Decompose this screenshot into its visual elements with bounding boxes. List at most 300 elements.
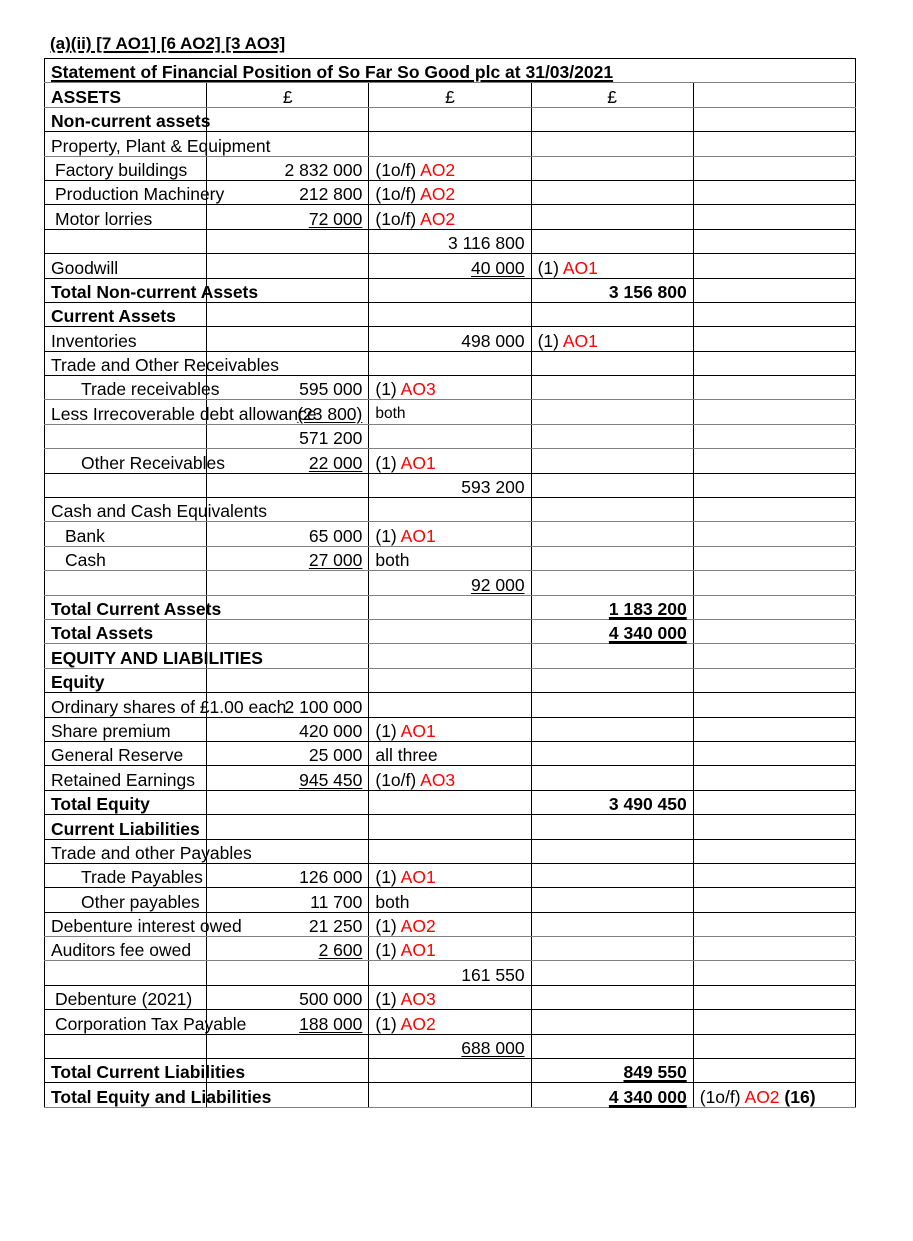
mark-annotation bbox=[369, 741, 531, 765]
amount-value: 27 000 bbox=[308, 550, 363, 571]
line-item-label: Trade receivables bbox=[45, 376, 207, 400]
amount-value: 571 200 bbox=[299, 428, 363, 449]
table-row bbox=[45, 644, 856, 668]
amount-col1 bbox=[207, 205, 369, 229]
line-item-label: Total Current Liabilities bbox=[45, 1059, 207, 1083]
assessment-objective-tag: AO2 bbox=[744, 1086, 780, 1107]
assessment-objective-tag: AO1 bbox=[400, 452, 436, 473]
table-row bbox=[45, 571, 856, 595]
marks-column bbox=[693, 522, 855, 546]
amount-col1 bbox=[207, 717, 369, 741]
marks-column bbox=[693, 1034, 855, 1058]
marks-column bbox=[693, 400, 855, 424]
line-item-label: Total Current Assets bbox=[45, 595, 207, 619]
marks-column bbox=[693, 424, 855, 448]
table-row bbox=[45, 961, 856, 985]
amount-col3 bbox=[531, 766, 693, 790]
mark-text: all three bbox=[375, 745, 438, 766]
amount-col3 bbox=[531, 571, 693, 595]
line-item-label: Current Assets bbox=[45, 302, 207, 326]
mark-text: (1o/f) bbox=[375, 159, 417, 180]
marks-column bbox=[693, 815, 855, 839]
amount-col2 bbox=[369, 473, 531, 497]
amount-col1 bbox=[207, 595, 369, 619]
assessment-objective-tag: AO1 bbox=[562, 257, 598, 278]
table-row bbox=[45, 107, 856, 131]
marks-column-header bbox=[693, 83, 855, 107]
assessment-objective-tag: AO1 bbox=[562, 330, 598, 351]
mark-annotation bbox=[369, 546, 531, 570]
table-row bbox=[45, 473, 856, 497]
mark-text: (1o/f) bbox=[699, 1086, 741, 1107]
mark-annotation bbox=[369, 985, 531, 1009]
statement-title: Statement of Financial Position of So Far So Good plc at 31/03/2021 bbox=[45, 59, 856, 83]
amount-col3 bbox=[531, 473, 693, 497]
mark-annotation bbox=[369, 717, 531, 741]
marks-column bbox=[693, 741, 855, 765]
amount-value: 40 000 bbox=[471, 257, 525, 278]
line-item-label: Share premium bbox=[45, 717, 207, 741]
mark-text: both bbox=[375, 550, 410, 571]
line-item-label: Trade Payables bbox=[45, 863, 207, 887]
amount-col1 bbox=[207, 790, 369, 814]
marks-column bbox=[693, 912, 855, 936]
amount-col2 bbox=[369, 961, 531, 985]
mark-text: (1) bbox=[375, 452, 397, 473]
amount-col3 bbox=[531, 449, 693, 473]
marks-column bbox=[693, 302, 855, 326]
total-amount bbox=[531, 790, 693, 814]
marks-column bbox=[693, 961, 855, 985]
mark-text: (1) bbox=[375, 720, 397, 741]
amount-col2 bbox=[369, 498, 531, 522]
line-item-label: Bank bbox=[45, 522, 207, 546]
amount-col3 bbox=[531, 912, 693, 936]
table-row bbox=[45, 888, 856, 912]
marks-column bbox=[693, 985, 855, 1009]
marks-column bbox=[693, 327, 855, 351]
line-item-label bbox=[45, 571, 207, 595]
amount-col1 bbox=[207, 863, 369, 887]
amount-col2 bbox=[369, 668, 531, 692]
amount-col2 bbox=[369, 1034, 531, 1058]
assessment-objective-tag: AO1 bbox=[400, 525, 436, 546]
amount-col3 bbox=[531, 644, 693, 668]
marks-column bbox=[693, 937, 855, 961]
amount-value: 92 000 bbox=[471, 574, 525, 595]
mark-annotation bbox=[369, 205, 531, 229]
amount-col2 bbox=[369, 351, 531, 375]
mark-text: (1) bbox=[537, 330, 559, 351]
amount-col3 bbox=[531, 302, 693, 326]
amount-col1 bbox=[207, 571, 369, 595]
amount-col2 bbox=[369, 107, 531, 131]
table-row bbox=[45, 741, 856, 765]
marks-column bbox=[693, 668, 855, 692]
amount-col3 bbox=[531, 1010, 693, 1034]
table-row bbox=[45, 717, 856, 741]
amount-col3 bbox=[531, 351, 693, 375]
marks-column bbox=[693, 229, 855, 253]
amount-col3 bbox=[531, 156, 693, 180]
line-item-label: Cash and Cash Equivalents bbox=[45, 498, 207, 522]
marks-column bbox=[693, 351, 855, 375]
amount-col1 bbox=[207, 766, 369, 790]
table-row bbox=[45, 327, 856, 351]
marks-column bbox=[693, 1010, 855, 1034]
marks-column bbox=[693, 132, 855, 156]
amount-col1 bbox=[207, 522, 369, 546]
mark-text: (1) bbox=[375, 989, 397, 1010]
table-row bbox=[45, 424, 856, 448]
mark-annotation bbox=[369, 156, 531, 180]
mark-text: (1) bbox=[375, 525, 397, 546]
line-item-label: Total Assets bbox=[45, 619, 207, 643]
assessment-objective-tag: AO2 bbox=[420, 184, 456, 205]
mark-annotation bbox=[531, 254, 693, 278]
amount-value: 3 490 450 bbox=[608, 794, 687, 815]
amount-col3 bbox=[531, 205, 693, 229]
line-item-label: General Reserve bbox=[45, 741, 207, 765]
table-row bbox=[45, 937, 856, 961]
amount-col2 bbox=[369, 132, 531, 156]
marks-column bbox=[693, 766, 855, 790]
mark-text: (1) bbox=[375, 867, 397, 888]
marks-column bbox=[693, 1059, 855, 1083]
amount-col3 bbox=[531, 522, 693, 546]
assessment-objective-tag: AO3 bbox=[400, 989, 436, 1010]
amount-col3 bbox=[531, 741, 693, 765]
amount-col3 bbox=[531, 985, 693, 1009]
amount-value: 849 550 bbox=[623, 1062, 687, 1083]
table-row bbox=[45, 205, 856, 229]
marks-column bbox=[693, 644, 855, 668]
amount-col3 bbox=[531, 546, 693, 570]
table-row bbox=[45, 302, 856, 326]
table-row bbox=[45, 156, 856, 180]
table-row bbox=[45, 668, 856, 692]
amount-col2 bbox=[369, 571, 531, 595]
marks-column bbox=[693, 473, 855, 497]
amount-col3 bbox=[531, 424, 693, 448]
amount-col2 bbox=[369, 1083, 531, 1107]
line-item-label bbox=[45, 1034, 207, 1058]
assessment-objective-tag: AO3 bbox=[400, 379, 436, 400]
currency-header-col2: £ bbox=[369, 83, 531, 107]
amount-value: 161 550 bbox=[461, 964, 525, 985]
table-row bbox=[45, 376, 856, 400]
amount-value: 65 000 bbox=[308, 525, 363, 546]
amount-col2 bbox=[369, 327, 531, 351]
line-item-label: Factory buildings bbox=[45, 156, 207, 180]
line-item-label bbox=[45, 473, 207, 497]
amount-value: 11 700 bbox=[310, 891, 363, 912]
table-row bbox=[45, 839, 856, 863]
table-row bbox=[45, 400, 856, 424]
table-row bbox=[45, 180, 856, 204]
mark-annotation bbox=[369, 1010, 531, 1034]
amount-col2 bbox=[369, 839, 531, 863]
mark-text: (1o/f) bbox=[375, 769, 417, 790]
line-item-label: Total Non-current Assets bbox=[45, 278, 207, 302]
line-item-label: Debenture (2021) bbox=[45, 985, 207, 1009]
assets-header: ASSETS bbox=[45, 83, 207, 107]
marks-column bbox=[693, 205, 855, 229]
mark-text: both bbox=[375, 891, 410, 912]
mark-text: (1) bbox=[375, 940, 397, 961]
amount-value: 2 600 bbox=[318, 940, 363, 961]
total-marks: (16) bbox=[784, 1086, 816, 1107]
amount-col1 bbox=[207, 546, 369, 570]
amount-col2 bbox=[369, 302, 531, 326]
line-item-label: Other Receivables bbox=[45, 449, 207, 473]
mark-text: (1o/f) bbox=[375, 184, 417, 205]
amount-col3 bbox=[531, 132, 693, 156]
amount-value: 3 116 800 bbox=[448, 233, 525, 254]
amount-col1 bbox=[207, 815, 369, 839]
amount-col1 bbox=[207, 888, 369, 912]
marks-column bbox=[693, 790, 855, 814]
marks-column bbox=[693, 254, 855, 278]
line-item-label: Total Equity bbox=[45, 790, 207, 814]
mark-annotation bbox=[369, 766, 531, 790]
total-amount bbox=[531, 1083, 693, 1107]
marks-column bbox=[693, 888, 855, 912]
currency-header-col1: £ bbox=[207, 83, 369, 107]
amount-col1 bbox=[207, 473, 369, 497]
marks-column bbox=[693, 863, 855, 887]
mark-annotation bbox=[369, 449, 531, 473]
marks-column bbox=[693, 376, 855, 400]
amount-value: 22 000 bbox=[308, 452, 363, 473]
amount-value: 21 250 bbox=[308, 916, 363, 937]
table-row bbox=[45, 229, 856, 253]
table-row bbox=[45, 254, 856, 278]
statement-of-financial-position-table bbox=[44, 58, 856, 1108]
table-row bbox=[45, 1059, 856, 1083]
marks-column bbox=[693, 449, 855, 473]
line-item-label bbox=[45, 961, 207, 985]
line-item-label: Other payables bbox=[45, 888, 207, 912]
line-item-label: Motor lorries bbox=[45, 205, 207, 229]
amount-col1 bbox=[207, 376, 369, 400]
amount-value: 4 340 000 bbox=[608, 623, 687, 644]
line-item-label: Goodwill bbox=[45, 254, 207, 278]
amount-value: 126 000 bbox=[299, 867, 363, 888]
table-row bbox=[45, 766, 856, 790]
amount-value: 212 800 bbox=[299, 184, 363, 205]
mark-text: both bbox=[375, 404, 406, 422]
amount-value: 3 156 800 bbox=[608, 281, 687, 302]
amount-col3 bbox=[531, 376, 693, 400]
amount-col2 bbox=[369, 424, 531, 448]
line-item-label: Retained Earnings bbox=[45, 766, 207, 790]
currency-header-col3: £ bbox=[531, 83, 693, 107]
amount-col3 bbox=[531, 839, 693, 863]
amount-col3 bbox=[531, 229, 693, 253]
amount-value: (23 800) bbox=[297, 403, 363, 424]
line-item-label: Cash bbox=[45, 546, 207, 570]
amount-col2 bbox=[369, 229, 531, 253]
mark-annotation bbox=[369, 522, 531, 546]
mark-text: (1o/f) bbox=[375, 208, 417, 229]
line-item-label: Trade and other Payables bbox=[45, 839, 207, 863]
mark-annotation bbox=[369, 180, 531, 204]
line-item-label: Trade and Other Receivables bbox=[45, 351, 207, 375]
assessment-objective-tag: AO2 bbox=[400, 916, 436, 937]
amount-col3 bbox=[531, 863, 693, 887]
amount-value: 500 000 bbox=[299, 989, 363, 1010]
line-item-label: Debenture interest owed bbox=[45, 912, 207, 936]
table-row bbox=[45, 278, 856, 302]
marks-column bbox=[693, 278, 855, 302]
mark-annotation bbox=[369, 376, 531, 400]
amount-col2 bbox=[369, 790, 531, 814]
table-row bbox=[45, 351, 856, 375]
assessment-objective-tag: AO1 bbox=[400, 867, 436, 888]
mark-annotation bbox=[531, 327, 693, 351]
amount-value: 2 832 000 bbox=[284, 159, 363, 180]
amount-col3 bbox=[531, 937, 693, 961]
line-item-label bbox=[45, 229, 207, 253]
mark-annotation bbox=[369, 863, 531, 887]
amount-value: 595 000 bbox=[299, 379, 363, 400]
amount-col3 bbox=[531, 498, 693, 522]
line-item-label: Corporation Tax Payable bbox=[45, 1010, 207, 1034]
amount-col1 bbox=[207, 180, 369, 204]
amount-value: 945 450 bbox=[299, 769, 363, 790]
amount-col2 bbox=[369, 619, 531, 643]
total-amount bbox=[531, 619, 693, 643]
amount-col1 bbox=[207, 424, 369, 448]
amount-col1 bbox=[207, 449, 369, 473]
assessment-objective-tag: AO1 bbox=[400, 940, 436, 961]
line-item-label: Ordinary shares of £1.00 each bbox=[45, 693, 207, 717]
amount-value: 688 000 bbox=[461, 1038, 525, 1059]
line-item-label: Production Machinery bbox=[45, 180, 207, 204]
amount-col1 bbox=[207, 156, 369, 180]
amount-col3 bbox=[531, 717, 693, 741]
marks-column bbox=[693, 717, 855, 741]
mark-text: (1) bbox=[375, 916, 397, 937]
table-row bbox=[45, 449, 856, 473]
amount-col2 bbox=[369, 254, 531, 278]
amount-col1 bbox=[207, 1034, 369, 1058]
mark-text: (1) bbox=[537, 257, 559, 278]
assessment-objective-tag: AO2 bbox=[420, 208, 456, 229]
marks-column bbox=[693, 107, 855, 131]
amount-col1 bbox=[207, 741, 369, 765]
table-row bbox=[45, 1010, 856, 1034]
amount-col1 bbox=[207, 107, 369, 131]
amount-col2 bbox=[369, 815, 531, 839]
title-row bbox=[45, 59, 856, 83]
marks-column bbox=[693, 546, 855, 570]
amount-col1 bbox=[207, 302, 369, 326]
table-row bbox=[45, 912, 856, 936]
line-item-label: EQUITY AND LIABILITIES bbox=[45, 644, 207, 668]
table-row bbox=[45, 863, 856, 887]
amount-col1 bbox=[207, 619, 369, 643]
table-row bbox=[45, 498, 856, 522]
total-amount bbox=[531, 1059, 693, 1083]
question-heading: (a)(ii) [7 AO1] [6 AO2] [3 AO3] bbox=[50, 34, 286, 53]
table-row bbox=[45, 619, 856, 643]
amount-col2 bbox=[369, 595, 531, 619]
mark-annotation bbox=[693, 1083, 855, 1107]
mark-annotation bbox=[369, 400, 531, 424]
table-row bbox=[45, 790, 856, 814]
amount-col2 bbox=[369, 278, 531, 302]
marks-column bbox=[693, 693, 855, 717]
assessment-objective-tag: AO3 bbox=[420, 769, 456, 790]
amount-col1 bbox=[207, 937, 369, 961]
line-item-label: Equity bbox=[45, 668, 207, 692]
table-row bbox=[45, 546, 856, 570]
amount-col3 bbox=[531, 180, 693, 204]
amount-col2 bbox=[369, 1059, 531, 1083]
amount-col3 bbox=[531, 400, 693, 424]
amount-value: 2 100 000 bbox=[284, 696, 363, 717]
header-row bbox=[45, 83, 856, 107]
assessment-objective-tag: AO2 bbox=[400, 1013, 436, 1034]
amount-value: 420 000 bbox=[299, 720, 363, 741]
table-row bbox=[45, 1083, 856, 1107]
amount-value: 4 340 000 bbox=[608, 1086, 687, 1107]
marks-column bbox=[693, 619, 855, 643]
amount-col3 bbox=[531, 1034, 693, 1058]
line-item-label: Current Liabilities bbox=[45, 815, 207, 839]
amount-col3 bbox=[531, 668, 693, 692]
line-item-label: Total Equity and Liabilities bbox=[45, 1083, 207, 1107]
amount-col1 bbox=[207, 327, 369, 351]
table-row bbox=[45, 595, 856, 619]
amount-col1 bbox=[207, 254, 369, 278]
marks-column bbox=[693, 156, 855, 180]
amount-col3 bbox=[531, 693, 693, 717]
amount-col2 bbox=[369, 693, 531, 717]
line-item-label: Less Irrecoverable debt allowance bbox=[45, 400, 207, 424]
table-row bbox=[45, 132, 856, 156]
table-row bbox=[45, 1034, 856, 1058]
line-item-label: Non-current assets bbox=[45, 107, 207, 131]
amount-value: 72 000 bbox=[308, 208, 363, 229]
total-amount bbox=[531, 595, 693, 619]
amount-col1 bbox=[207, 229, 369, 253]
line-item-label: Auditors fee owed bbox=[45, 937, 207, 961]
marks-column bbox=[693, 839, 855, 863]
amount-col1 bbox=[207, 668, 369, 692]
amount-col1 bbox=[207, 985, 369, 1009]
mark-annotation bbox=[369, 937, 531, 961]
amount-value: 1 183 200 bbox=[608, 598, 687, 619]
marks-column bbox=[693, 498, 855, 522]
marks-column bbox=[693, 571, 855, 595]
mark-annotation bbox=[369, 912, 531, 936]
line-item-label: Property, Plant & Equipment bbox=[45, 132, 207, 156]
total-amount bbox=[531, 278, 693, 302]
assessment-objective-tag: AO2 bbox=[420, 159, 456, 180]
line-item-label: Inventories bbox=[45, 327, 207, 351]
mark-annotation bbox=[369, 888, 531, 912]
mark-text: (1) bbox=[375, 1013, 397, 1034]
amount-col3 bbox=[531, 888, 693, 912]
amount-col3 bbox=[531, 107, 693, 131]
table-row bbox=[45, 815, 856, 839]
amount-value: 498 000 bbox=[461, 330, 525, 351]
amount-col3 bbox=[531, 961, 693, 985]
table-row bbox=[45, 522, 856, 546]
